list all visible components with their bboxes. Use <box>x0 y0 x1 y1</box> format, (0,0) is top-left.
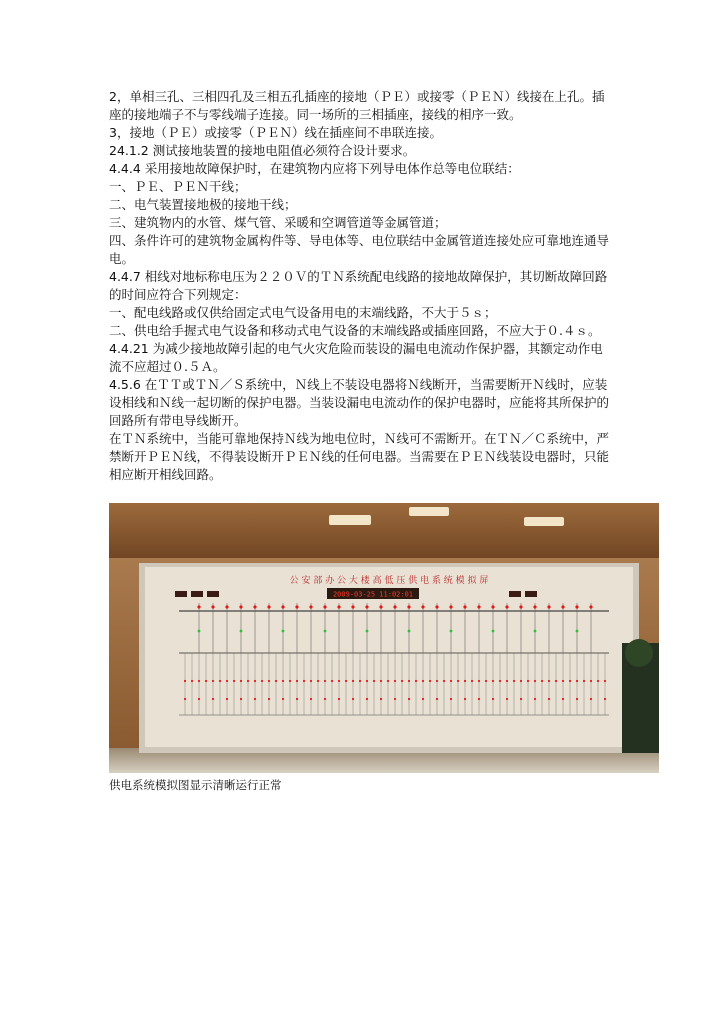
paragraph: 24.1.2 测试接地装置的接地电阻值必须符合设计要求。 <box>109 143 416 158</box>
led-indicator <box>471 680 473 682</box>
led-indicator <box>352 680 354 682</box>
led-indicator <box>561 605 564 608</box>
led-indicator <box>205 680 207 682</box>
led-indicator <box>324 630 327 633</box>
led-indicator <box>317 680 319 682</box>
led-indicator <box>422 698 424 700</box>
paragraph: 2，单相三孔、三相四孔及三相五孔插座的接地（ＰＥ）或接零（ＰＥＮ）线接在上孔。插座的接地端子不与零线端子连接。同一场所的三相插座，接线的相序一致。 <box>109 89 605 122</box>
led-indicator <box>478 698 480 700</box>
led-indicator <box>295 605 298 608</box>
led-indicator <box>407 605 410 608</box>
led-indicator <box>499 680 501 682</box>
led-indicator <box>310 680 312 682</box>
led-indicator <box>415 680 417 682</box>
power-board-photo-svg <box>109 503 659 773</box>
led-indicator <box>562 680 564 682</box>
power-board-photo <box>109 503 659 773</box>
led-indicator <box>239 605 242 608</box>
led-indicator <box>604 698 606 700</box>
led-indicator <box>401 680 403 682</box>
led-indicator <box>253 605 256 608</box>
led-indicator <box>505 605 508 608</box>
led-indicator <box>408 698 410 700</box>
led-indicator <box>380 698 382 700</box>
led-indicator <box>449 605 452 608</box>
paragraph: 3，接地（ＰＥ）或接零（ＰＥＮ）线在插座间不串联连接。 <box>109 125 442 140</box>
led-indicator <box>589 605 592 608</box>
led-indicator <box>421 605 424 608</box>
led-indicator <box>429 680 431 682</box>
led-indicator <box>373 680 375 682</box>
led-indicator <box>359 680 361 682</box>
led-indicator <box>281 605 284 608</box>
led-indicator <box>219 680 221 682</box>
paragraph: 二、供电给手握式电气设备和移动式电气设备的末端线路或插座回路，不应大于０.４ｓ。 <box>109 323 601 338</box>
led-indicator <box>520 698 522 700</box>
paragraph: 二、电气装置接地极的接地干线； <box>109 197 297 212</box>
led-indicator <box>492 680 494 682</box>
led-indicator <box>366 698 368 700</box>
led-indicator <box>443 680 445 682</box>
led-indicator <box>569 680 571 682</box>
document-body <box>109 88 615 484</box>
led-indicator <box>393 605 396 608</box>
led-indicator <box>527 680 529 682</box>
led-indicator <box>387 680 389 682</box>
led-indicator <box>309 605 312 608</box>
led-indicator <box>268 680 270 682</box>
led-indicator <box>282 698 284 700</box>
led-indicator <box>275 680 277 682</box>
led-indicator <box>226 680 228 682</box>
paragraph: 三、建筑物内的水管、煤气管、采暖和空调管道等金属管道； <box>109 215 447 230</box>
led-indicator <box>583 680 585 682</box>
led-indicator <box>534 680 536 682</box>
led-indicator <box>436 698 438 700</box>
ceiling <box>109 503 659 563</box>
led-indicator <box>597 680 599 682</box>
led-indicator <box>184 680 186 682</box>
led-indicator <box>197 605 200 608</box>
led-indicator <box>492 698 494 700</box>
led-indicator <box>211 605 214 608</box>
led-indicator <box>198 680 200 682</box>
led-indicator <box>282 630 285 633</box>
led-indicator <box>450 680 452 682</box>
led-indicator <box>576 698 578 700</box>
led-indicator <box>590 680 592 682</box>
led-indicator <box>513 680 515 682</box>
led-indicator <box>198 630 201 633</box>
led-indicator <box>345 680 347 682</box>
led-indicator <box>212 680 214 682</box>
led-indicator <box>519 605 522 608</box>
led-indicator <box>233 680 235 682</box>
led-indicator <box>240 680 242 682</box>
plant-leaves <box>625 639 653 667</box>
display-readout: 2009-03-25 11:02:01 <box>332 590 414 599</box>
paragraph: 4.4.7 相线对地标称电压为２２０Ｖ的ＴＮ系统配电线路的接地故障保护，其切断故障回路的时间应符合下列规定： <box>109 269 608 302</box>
led-indicator <box>408 680 410 682</box>
paragraph: 4.5.6 在ＴＴ或ＴＮ／Ｓ系统中，Ｎ线上不装设电器将Ｎ线断开，当需要断开Ｎ线时，应装设相线和Ｎ线一起切断的保护电器。当装设漏电电流动作的保护电器时，应能将其所保护的回路所有带电导线断开。 <box>109 377 610 428</box>
led-indicator <box>351 605 354 608</box>
indicator-box <box>175 591 187 597</box>
led-indicator <box>225 605 228 608</box>
led-indicator <box>303 680 305 682</box>
led-indicator <box>394 680 396 682</box>
indicator-box <box>509 591 521 597</box>
led-indicator <box>331 680 333 682</box>
led-indicator <box>254 680 256 682</box>
led-indicator <box>575 605 578 608</box>
led-indicator <box>366 630 369 633</box>
led-indicator <box>184 698 186 700</box>
led-indicator <box>191 680 193 682</box>
led-indicator <box>541 680 543 682</box>
led-indicator <box>338 698 340 700</box>
led-indicator <box>352 698 354 700</box>
led-indicator <box>365 605 368 608</box>
led-indicator <box>562 698 564 700</box>
ceiling-light <box>524 517 564 526</box>
led-indicator <box>477 605 480 608</box>
indicator-box <box>525 591 537 597</box>
indicator-box <box>191 591 203 597</box>
led-indicator <box>548 698 550 700</box>
led-indicator <box>296 680 298 682</box>
led-indicator <box>212 698 214 700</box>
led-indicator <box>198 698 200 700</box>
led-indicator <box>380 680 382 682</box>
led-indicator <box>491 605 494 608</box>
led-indicator <box>485 680 487 682</box>
led-indicator <box>450 698 452 700</box>
led-indicator <box>337 605 340 608</box>
photo-caption: 供电系统模拟图显示清晰运行正常 <box>109 778 282 792</box>
led-indicator <box>379 605 382 608</box>
led-indicator <box>555 680 557 682</box>
led-indicator <box>261 680 263 682</box>
led-indicator <box>240 698 242 700</box>
led-indicator <box>547 605 550 608</box>
board-title: 公 安 部 办 公 大 楼 高 低 压 供 电 系 统 模 拟 屏 <box>289 576 489 586</box>
led-indicator <box>576 630 579 633</box>
ceiling-light <box>409 507 449 516</box>
paragraph: 在ＴＮ系统中，当能可靠地保持Ｎ线为地电位时，Ｎ线可不需断开。在ＴＮ／Ｃ系统中，严禁断开ＰＥＮ线，不得装设断开ＰＥＮ线的任何电器。当需要在ＰＥＮ线装设电器时，只能相应断开相线回路。 <box>109 431 610 482</box>
led-indicator <box>533 605 536 608</box>
led-indicator <box>366 680 368 682</box>
led-indicator <box>463 605 466 608</box>
led-indicator <box>478 680 480 682</box>
led-indicator <box>457 680 459 682</box>
led-indicator <box>492 630 495 633</box>
led-indicator <box>576 680 578 682</box>
led-indicator <box>590 698 592 700</box>
paragraph: 一、ＰＥ、ＰＥＮ干线； <box>109 179 247 194</box>
paragraph: 4.4.21 为减少接地故障引起的电气火灾危险而装设的漏电电流动作保护器，其额定动作电流不应超过０.５Ａ。 <box>109 341 603 374</box>
led-indicator <box>338 680 340 682</box>
led-indicator <box>296 698 298 700</box>
led-indicator <box>324 680 326 682</box>
led-indicator <box>534 630 537 633</box>
led-indicator <box>435 605 438 608</box>
led-indicator <box>247 680 249 682</box>
paragraph: 四、条件许可的建筑物金属构件等、导电体等、电位联结中金属管道连接处应可靠地连通导电。 <box>109 233 610 266</box>
ceiling-light <box>329 515 371 525</box>
indicator-box <box>207 591 219 597</box>
led-indicator <box>394 698 396 700</box>
led-indicator <box>226 698 228 700</box>
led-indicator <box>240 630 243 633</box>
led-indicator <box>323 605 326 608</box>
led-indicator <box>534 698 536 700</box>
led-indicator <box>436 680 438 682</box>
led-indicator <box>324 698 326 700</box>
led-indicator <box>464 698 466 700</box>
led-indicator <box>289 680 291 682</box>
led-indicator <box>268 698 270 700</box>
paragraph: 4.4.4 采用接地故障保护时，在建筑物内应将下列导电体作总等电位联结： <box>109 161 520 176</box>
led-indicator <box>422 680 424 682</box>
led-indicator <box>408 630 411 633</box>
led-indicator <box>506 698 508 700</box>
led-indicator <box>520 680 522 682</box>
led-indicator <box>604 680 606 682</box>
led-indicator <box>267 605 270 608</box>
led-indicator <box>310 698 312 700</box>
paragraph: 一、配电线路或仅供给固定式电气设备用电的末端线路，不大于５ｓ； <box>109 305 497 320</box>
led-indicator <box>548 680 550 682</box>
led-indicator <box>450 630 453 633</box>
led-indicator <box>506 680 508 682</box>
led-indicator <box>282 680 284 682</box>
led-indicator <box>464 680 466 682</box>
led-indicator <box>254 698 256 700</box>
